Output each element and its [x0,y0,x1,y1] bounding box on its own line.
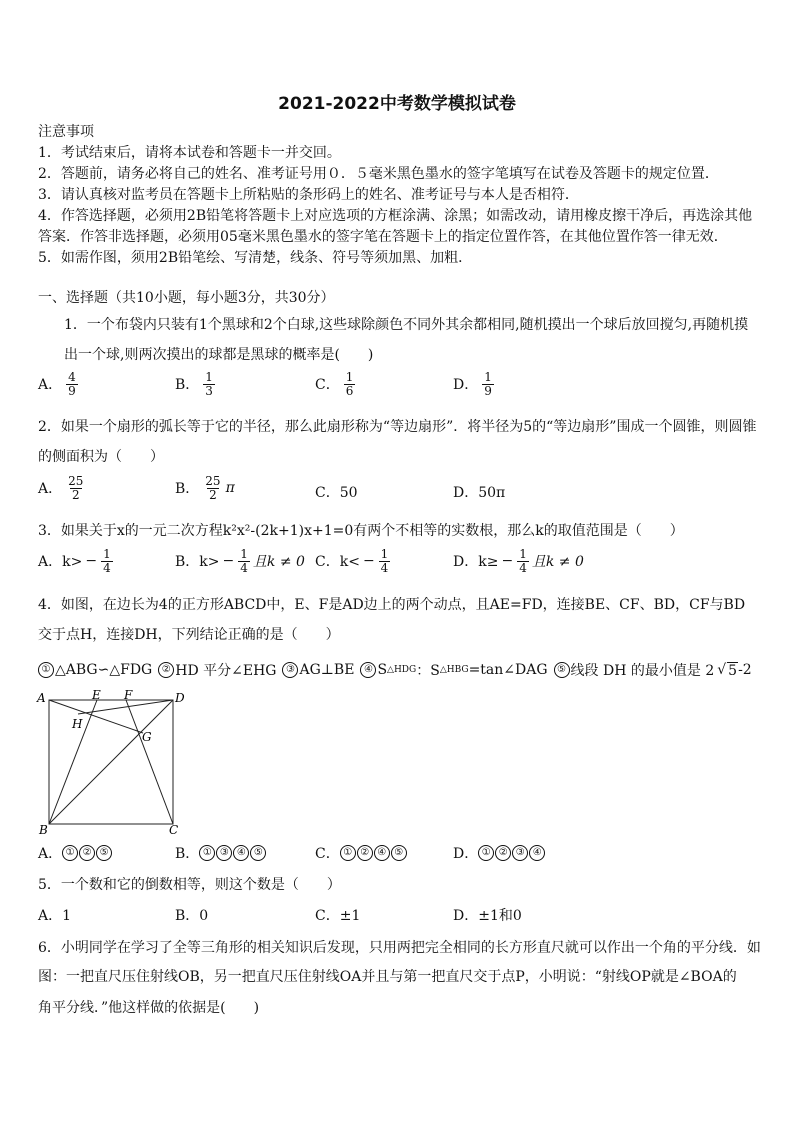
question-2-text: 2．如果一个扇形的弧长等于它的半径，那么此扇形称为“等边扇形”．将半径为5的“等边扇形”围成一个圆锥，则圆锥 [38,419,757,435]
label-h: H [72,717,83,731]
notice-heading: 注意事项 [38,124,94,140]
fraction: $\frac{1}{4}$ [380,547,389,575]
question-6-text: 图：一把直尺压住射线OB，另一把直尺压住射线OA并且与第一把直尺交于点P，小明说：“射线OP就是∠BOA的 [38,969,737,985]
fraction: $\frac{25}{2}$ [68,474,84,502]
option-c[interactable]: C．50 [315,485,358,501]
fraction: $\frac{1}{4}$ [240,547,248,575]
label-b: B [39,823,48,837]
question-4-text: 4．如图，在边长为4的正方形ABCD中，E、F是AD边上的两个动点，且AE=FD，连接BE、CF、BD，CF与BD [38,597,746,613]
option-b[interactable]: B． ① ③ ④ ⑤ [175,843,267,863]
fraction: $\frac{1}{3}$ [205,370,213,398]
option-a[interactable]: A．k> − $\frac{1}{4}$ [38,547,111,575]
question-6-text: 6．小明同学在学习了全等三角形的相关知识后发现，只用两把完全相同的长方形直尺就可以作出一个角的平分线．如 [38,940,761,956]
question-1-text: 出一个球,则两次摸出的球都是黑球的概率是( ) [64,347,374,363]
label-d: D [175,691,185,705]
option-b[interactable]: B．0 [175,908,209,924]
label-f: F [124,688,133,702]
question-5-text: 5．一个数和它的倒数相等，则这个数是（ ） [38,877,341,893]
question-4-text: 交于点H，连接DH，下列结论正确的是（ ） [38,627,340,643]
fraction: $\frac{1}{4}$ [519,547,527,575]
fraction: $\frac{1}{9}$ [484,370,492,398]
question-3-text: 3．如果关于x的一元二次方程k²x²-(2k+1)x+1=0有两个不相等的实数根，那么k的取值范围是（ ） [38,523,684,539]
option-b[interactable]: B．k> − $\frac{1}{4}$ 且k ≠ 0 [175,547,305,575]
notice-item: 2．答题前，请务必将自己的姓名、准考证号用０．５毫米黑色墨水的签字笔填写在试卷及答题卡的规定位置． [38,166,719,182]
fraction: $\frac{1}{6}$ [345,370,354,398]
label-g: G [142,730,152,744]
section-heading: 一、选择题（共10小题，每小题3分，共30分） [38,290,335,306]
notice-item: 答案．作答非选择题，必须用05毫米黑色墨水的签字笔在答题卡上的指定位置作答，在其他位置作答一律无效． [38,229,728,245]
label-c: C [169,823,179,837]
option-b[interactable]: B． $\frac{25}{2}$ π [175,474,235,502]
question-4-statements: ① △ABG∽△FDG ② HD 平分∠EHG ③ AG⊥BE ④ S △HDG ：S △HBG =tan∠DAG ⑤ 线段 DH 的最小值是 2 √ 5 -2 [38,660,758,680]
question-6-text: 角平分线．”他这样做的依据是( ) [38,1000,260,1016]
option-d[interactable]: D．50π [453,485,506,501]
option-d[interactable]: D．k≥ − $\frac{1}{4}$ 且k ≠ 0 [453,547,584,575]
fraction: $\frac{1}{4}$ [103,547,111,575]
question-1-text: 1．一个布袋内只装有1个黑球和2个白球,这些球除颜色不同外其余都相同,随机摸出一个球后放回搅匀,再随机摸 [64,317,749,333]
line-bd [49,700,173,824]
option-a[interactable]: A． $\frac{4}{9}$ [38,370,76,398]
option-c[interactable]: C．±1 [315,908,361,924]
option-c[interactable]: C． $\frac{1}{6}$ [315,370,354,398]
option-d[interactable]: D．±1和0 [453,908,522,924]
fraction: $\frac{4}{9}$ [68,370,76,398]
option-d[interactable]: D． $\frac{1}{9}$ [453,370,492,398]
option-a[interactable]: A．1 [38,908,72,924]
notice-item: 5．如需作图，须用2B铅笔绘、写清楚，线条、符号等须加黑、加粗． [38,250,473,266]
fraction: $\frac{25}{2}$ [205,474,221,502]
option-b[interactable]: B． $\frac{1}{3}$ [175,370,213,398]
page-title: 2021-2022中考数学模拟试卷 [278,94,516,114]
option-c[interactable]: C． ① ② ④ ⑤ [315,843,408,863]
option-c[interactable]: C．k< − $\frac{1}{4}$ [315,547,389,575]
notice-item: 1．考试结束后，请将本试卷和答题卡一并交回。 [38,145,341,161]
option-d[interactable]: D． ① ② ③ ④ [453,843,546,863]
label-a: A [37,691,46,705]
notice-item: 3．请认真核对监考员在答题卡上所粘贴的条形码上的姓名、准考证号与本人是否相符． [38,187,579,203]
line-dh [78,700,173,714]
question-2-text: 的侧面积为（ ） [38,449,164,465]
notice-item: 4．作答选择题，必须用2B铅笔将答题卡上对应选项的方框涂满、涂黑；如需改动，请用橡皮擦干净后，再选涂其他 [38,208,753,224]
line-cf [126,700,173,824]
option-a[interactable]: A． ① ② ⑤ [38,843,113,863]
option-a[interactable]: A． $\frac{25}{2}$ [38,474,84,502]
square-figure [34,688,194,838]
label-e: E [92,688,101,702]
line-ag [49,700,143,733]
